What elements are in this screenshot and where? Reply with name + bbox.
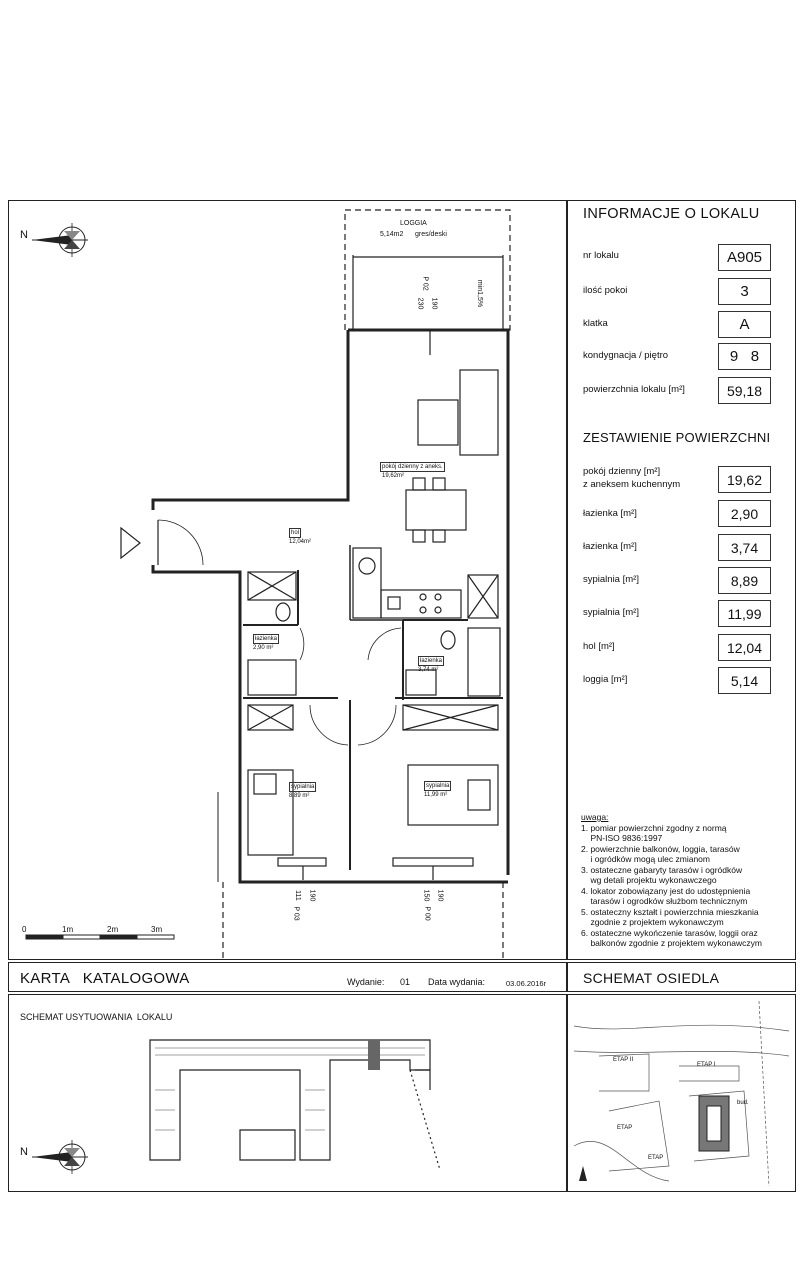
estate-label: ETAP II (613, 1057, 634, 1063)
living-room-label: pokój dzienny z aneks. (382, 464, 443, 470)
window-tag: 190 (430, 297, 438, 310)
bath1-label: łazienka (255, 636, 278, 642)
note-line: zgodnie z projektem wykonawczym (581, 917, 724, 927)
area-label: loggia [m²] (583, 674, 628, 685)
hall-area: 12,04m² (289, 539, 312, 545)
scale-label: 1m (62, 925, 74, 934)
north-label: N (20, 229, 28, 241)
estate-label: ETAP (648, 1155, 664, 1161)
scale-label: 2m (107, 925, 119, 934)
estate-label: ETAP (617, 1125, 633, 1131)
note-line: 6. ostateczne wykończenie tarasów, loggii oraz (581, 928, 758, 938)
area-label-2: z aneksem kuchennym (583, 479, 681, 490)
north-label: N (20, 1146, 28, 1158)
area-label: pokój dzienny [m²] (583, 466, 661, 477)
estate-schema (569, 996, 794, 1186)
building-schema (140, 1030, 440, 1170)
loggia-floor: gres/deski (415, 231, 447, 238)
estate-label: bud. (737, 1100, 749, 1106)
window-tag: P 03 (292, 906, 300, 921)
scale-label: 3m (151, 925, 163, 934)
area-value: 12,04 (718, 634, 771, 661)
note-line: tarasów i ogrodków służbom technicznym (581, 896, 748, 906)
usage-title: SCHEMAT USYTUOWANIA LOKALU (20, 1012, 173, 1022)
window-tag: 190 (308, 889, 316, 902)
info-label: klatka (583, 318, 608, 329)
edition-label: Wydanie: (347, 977, 385, 987)
note-line: 1. pomiar powierzchni zgodny z normą (581, 823, 727, 833)
date-value: 03.06.2016r (506, 979, 547, 988)
areas-title: ZESTAWIENIE POWIERZCHNI (583, 430, 771, 445)
bath2-label: łazienka (420, 658, 443, 664)
estate-label: ETAP I (697, 1062, 716, 1068)
note-line: balkonów zgodnie z projektem wykonawczym (581, 938, 762, 948)
area-label: łazienka [m²] (583, 541, 637, 552)
area-label: hol [m²] (583, 641, 615, 652)
bed2-label: sypialnia (426, 783, 450, 789)
north-arrow-icon (20, 1132, 90, 1182)
note-line: 3. ostateczne gabaryty tarasów i ogródków (581, 865, 743, 875)
window-tag: 150 (422, 889, 430, 902)
area-value: 19,62 (718, 466, 771, 493)
scale-label: 0 (22, 925, 27, 934)
note-line: 5. ostateczny kształt i powierzchnia mieszkania (581, 907, 759, 917)
area-label: łazienka [m²] (583, 508, 637, 519)
living-room-area: 19,62m² (382, 473, 405, 479)
info-value-floor: 9 8 (718, 343, 771, 370)
bath2-area: 3,74 m² (418, 667, 439, 673)
info-value-area: 59,18 (718, 377, 771, 404)
loggia-area: 5,14m2 (380, 231, 404, 238)
bed1-area: 8,89 m² (289, 793, 310, 799)
notes-title: uwaga: (581, 812, 609, 822)
loggia-title: LOGGIA (400, 220, 427, 227)
note-line: PN-ISO 9836:1997 (581, 833, 663, 843)
note-line: 2. powierzchnie balkonów, loggia, tarasów (581, 844, 740, 854)
bath1-area: 2,90 m² (253, 645, 274, 651)
info-value-unit: A905 (718, 244, 771, 271)
floor-plan (8, 200, 567, 960)
note-line: wg detali projektu wykonawczego (581, 875, 717, 885)
unit-highlight (368, 1040, 380, 1070)
slope-label: min1,5% (476, 279, 484, 308)
estate-title: SCHEMAT OSIEDLA (583, 970, 720, 986)
info-value-stair: A (718, 311, 771, 338)
window-tag: P 00 (423, 906, 431, 921)
bed1-label: sypialnia (291, 784, 315, 790)
info-value-rooms: 3 (718, 278, 771, 305)
area-value: 8,89 (718, 567, 771, 594)
info-label: powierzchnia lokalu [m²] (583, 384, 685, 395)
catalog-title: KARTA KATALOGOWA (20, 970, 190, 987)
window-tag: P 02 (421, 276, 429, 291)
info-label: nr lokalu (583, 250, 619, 261)
area-value: 5,14 (718, 667, 771, 694)
info-label: ilość pokoi (583, 285, 628, 296)
area-label: sypialnia [m²] (583, 574, 639, 585)
area-value: 2,90 (718, 500, 771, 527)
info-title: INFORMACJE O LOKALU (583, 206, 760, 222)
note-line: 4. lokator zobowiązany jest do udostępnienia (581, 886, 751, 896)
bed2-area: 11,99 m² (424, 792, 448, 798)
area-value: 3,74 (718, 534, 771, 561)
window-tag: 111 (293, 890, 301, 901)
date-label: Data wydania: (428, 977, 486, 987)
info-label: kondygnacja / piętro (583, 350, 669, 361)
area-label: sypialnia [m²] (583, 607, 639, 618)
window-tag: 230 (416, 297, 424, 310)
area-value: 11,99 (718, 600, 771, 627)
edition-value: 01 (400, 977, 411, 987)
window-tag: 190 (436, 889, 444, 902)
hall-label: hol (291, 530, 300, 536)
note-line: i ogródków mogą ulec zmianom (581, 854, 710, 864)
